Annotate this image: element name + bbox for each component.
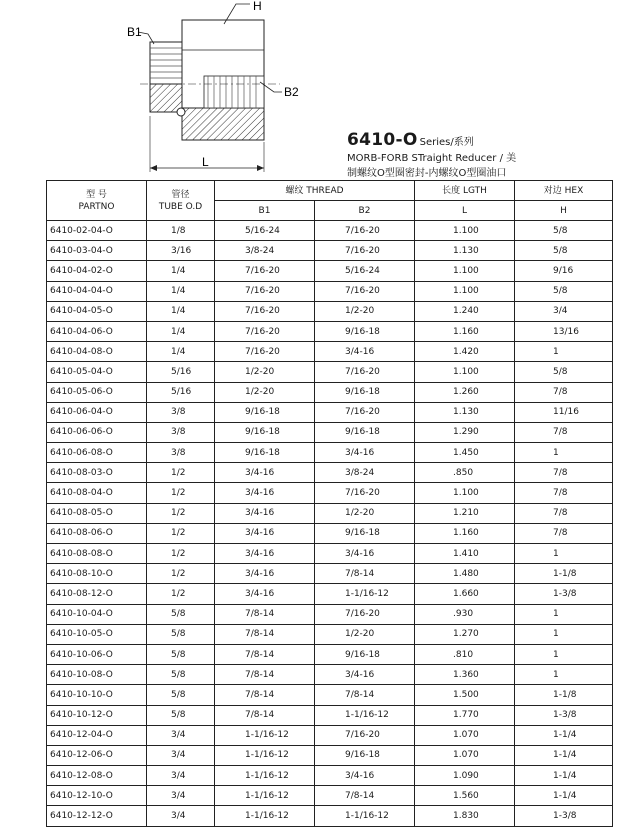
- length-cell: 1.100: [415, 362, 515, 382]
- header-tube-en: TUBE O.D: [158, 201, 203, 212]
- length-cell: 1.770: [415, 705, 515, 725]
- b1-cell: 1-1/16-12: [215, 725, 315, 745]
- part-no-cell: 6410-12-08-O: [47, 766, 147, 786]
- part-no-cell: 6410-04-06-O: [47, 321, 147, 341]
- hex-cell: 1: [515, 604, 613, 624]
- model-number: 6410-O: [347, 130, 418, 150]
- hex-cell: 3/4: [515, 301, 613, 321]
- title-block: [347, 130, 627, 180]
- part-no-cell: 6410-12-12-O: [47, 806, 147, 826]
- tube-cell: 1/2: [147, 564, 215, 584]
- length-cell: 1.500: [415, 685, 515, 705]
- table-row: [47, 342, 613, 362]
- length-cell: .850: [415, 463, 515, 483]
- b1-cell: 7/8-14: [215, 665, 315, 685]
- hex-cell: 1-3/8: [515, 705, 613, 725]
- hex-cell: 1: [515, 624, 613, 644]
- part-no-cell: 6410-02-04-O: [47, 221, 147, 241]
- b1-cell: 3/4-16: [215, 564, 315, 584]
- b2-cell: 9/16-18: [315, 523, 415, 543]
- length-cell: 1.100: [415, 261, 515, 281]
- b1-cell: 7/16-20: [215, 342, 315, 362]
- part-no-cell: 6410-04-02-O: [47, 261, 147, 281]
- b1-cell: 7/16-20: [215, 281, 315, 301]
- b1-cell: 7/16-20: [215, 321, 315, 341]
- hex-cell: 1: [515, 544, 613, 564]
- length-cell: 1.100: [415, 281, 515, 301]
- b1-cell: 1-1/16-12: [215, 786, 315, 806]
- b1-cell: 7/8-14: [215, 644, 315, 664]
- hex-cell: 5/8: [515, 362, 613, 382]
- part-no-cell: 6410-08-12-O: [47, 584, 147, 604]
- length-cell: 1.210: [415, 503, 515, 523]
- part-no-cell: 6410-08-03-O: [47, 463, 147, 483]
- b2-cell: 9/16-18: [315, 382, 415, 402]
- tube-cell: 1/4: [147, 281, 215, 301]
- part-no-cell: 6410-08-06-O: [47, 523, 147, 543]
- b2-cell: 3/4-16: [315, 443, 415, 463]
- header-b1: B1: [215, 201, 315, 221]
- length-cell: 1.130: [415, 402, 515, 422]
- table-row: [47, 281, 613, 301]
- b2-cell: 1/2-20: [315, 503, 415, 523]
- tube-cell: 3/16: [147, 241, 215, 261]
- table-row: [47, 665, 613, 685]
- tube-cell: 3/8: [147, 402, 215, 422]
- length-cell: 1.560: [415, 786, 515, 806]
- hex-cell: 1: [515, 644, 613, 664]
- fitting-drawing: [120, 0, 320, 178]
- length-cell: 1.160: [415, 523, 515, 543]
- b1-cell: 1-1/16-12: [215, 806, 315, 826]
- length-cell: 1.090: [415, 766, 515, 786]
- tube-cell: 1/2: [147, 483, 215, 503]
- b1-cell: 3/4-16: [215, 483, 315, 503]
- hex-cell: 9/16: [515, 261, 613, 281]
- table-row: [47, 523, 613, 543]
- length-cell: 1.480: [415, 564, 515, 584]
- table-row: [47, 402, 613, 422]
- length-cell: 1.160: [415, 321, 515, 341]
- b1-cell: 3/4-16: [215, 463, 315, 483]
- series-label: Series/系列: [419, 137, 474, 148]
- b2-cell: 3/4-16: [315, 342, 415, 362]
- hex-cell: 1-3/8: [515, 806, 613, 826]
- b1-cell: 3/8-24: [215, 241, 315, 261]
- part-no-cell: 6410-12-10-O: [47, 786, 147, 806]
- part-no-cell: 6410-10-06-O: [47, 644, 147, 664]
- table-row: [47, 463, 613, 483]
- b1-cell: 3/4-16: [215, 544, 315, 564]
- length-cell: 1.360: [415, 665, 515, 685]
- part-no-cell: 6410-03-04-O: [47, 241, 147, 261]
- table-row: [47, 806, 613, 826]
- part-no-cell: 6410-04-05-O: [47, 301, 147, 321]
- length-cell: 1.270: [415, 624, 515, 644]
- b1-cell: 7/8-14: [215, 624, 315, 644]
- table-row: [47, 362, 613, 382]
- b2-cell: 9/16-18: [315, 422, 415, 442]
- b2-cell: 7/16-20: [315, 281, 415, 301]
- hex-cell: 1-1/8: [515, 685, 613, 705]
- header-tube-cn: 管径: [171, 189, 190, 200]
- length-cell: 1.830: [415, 806, 515, 826]
- description-line-1: MORB-FORB STraight Reducer / 美: [347, 153, 517, 164]
- b2-cell: 7/8-14: [315, 786, 415, 806]
- table-row: [47, 745, 613, 765]
- tube-cell: 3/4: [147, 786, 215, 806]
- table-row: [47, 503, 613, 523]
- header-b2: B2: [315, 201, 415, 221]
- b1-cell: 5/16-24: [215, 221, 315, 241]
- table-row: [47, 584, 613, 604]
- length-cell: 1.420: [415, 342, 515, 362]
- b1-cell: 3/4-16: [215, 523, 315, 543]
- header-part-cn: 型 号: [86, 189, 107, 200]
- b1-cell: 7/8-14: [215, 604, 315, 624]
- length-cell: 1.290: [415, 422, 515, 442]
- hex-cell: 1-1/4: [515, 725, 613, 745]
- hex-cell: 5/8: [515, 241, 613, 261]
- header-tube: [147, 181, 215, 221]
- b2-cell: 3/4-16: [315, 665, 415, 685]
- tube-cell: 1/2: [147, 463, 215, 483]
- b2-cell: 7/8-14: [315, 685, 415, 705]
- table-row: [47, 301, 613, 321]
- length-cell: 1.240: [415, 301, 515, 321]
- hex-cell: 1: [515, 342, 613, 362]
- length-cell: 1.070: [415, 725, 515, 745]
- tube-cell: 3/8: [147, 422, 215, 442]
- header-thread: 螺纹 THREAD: [215, 181, 415, 201]
- table-row: [47, 705, 613, 725]
- hex-cell: 1-3/8: [515, 584, 613, 604]
- tube-cell: 3/4: [147, 725, 215, 745]
- hex-cell: 7/8: [515, 523, 613, 543]
- table-row: [47, 422, 613, 442]
- table-row: [47, 443, 613, 463]
- length-cell: .930: [415, 604, 515, 624]
- label-b2: B2: [284, 85, 299, 99]
- hex-cell: 1-1/8: [515, 564, 613, 584]
- table-row: [47, 725, 613, 745]
- part-no-cell: 6410-08-05-O: [47, 503, 147, 523]
- part-no-cell: 6410-10-04-O: [47, 604, 147, 624]
- header-l: L: [415, 201, 515, 221]
- b2-cell: 1/2-20: [315, 301, 415, 321]
- header-length: 长度 LGTH: [415, 181, 515, 201]
- b2-cell: 9/16-18: [315, 321, 415, 341]
- b2-cell: 5/16-24: [315, 261, 415, 281]
- b2-cell: 7/16-20: [315, 402, 415, 422]
- b1-cell: 1/2-20: [215, 362, 315, 382]
- b2-cell: 9/16-18: [315, 644, 415, 664]
- label-h: H: [253, 0, 262, 13]
- hex-cell: 1: [515, 443, 613, 463]
- header-part-en: PARTNO: [78, 201, 115, 212]
- part-no-cell: 6410-05-06-O: [47, 382, 147, 402]
- part-no-cell: 6410-12-04-O: [47, 725, 147, 745]
- tube-cell: 3/4: [147, 766, 215, 786]
- b2-cell: 7/16-20: [315, 483, 415, 503]
- part-no-cell: 6410-06-08-O: [47, 443, 147, 463]
- tube-cell: 3/4: [147, 806, 215, 826]
- tube-cell: 3/4: [147, 745, 215, 765]
- hex-cell: 7/8: [515, 422, 613, 442]
- hex-cell: 1-1/4: [515, 766, 613, 786]
- tube-cell: 1/8: [147, 221, 215, 241]
- b1-cell: 3/4-16: [215, 503, 315, 523]
- tube-cell: 5/8: [147, 665, 215, 685]
- hex-cell: 1: [515, 665, 613, 685]
- b2-cell: 7/8-14: [315, 564, 415, 584]
- hex-cell: 7/8: [515, 382, 613, 402]
- tube-cell: 5/8: [147, 705, 215, 725]
- tube-cell: 5/16: [147, 382, 215, 402]
- part-no-cell: 6410-06-04-O: [47, 402, 147, 422]
- hex-cell: 5/8: [515, 281, 613, 301]
- hex-cell: 11/16: [515, 402, 613, 422]
- b2-cell: 9/16-18: [315, 745, 415, 765]
- part-no-cell: 6410-06-06-O: [47, 422, 147, 442]
- hex-cell: 1-1/4: [515, 745, 613, 765]
- table-row: [47, 483, 613, 503]
- tube-cell: 1/2: [147, 544, 215, 564]
- b2-cell: 1-1/16-12: [315, 705, 415, 725]
- part-no-cell: 6410-08-10-O: [47, 564, 147, 584]
- table-row: [47, 241, 613, 261]
- hex-cell: 7/8: [515, 503, 613, 523]
- table-row: [47, 221, 613, 241]
- tube-cell: 5/8: [147, 644, 215, 664]
- label-l: L: [202, 155, 209, 169]
- b2-cell: 7/16-20: [315, 362, 415, 382]
- tube-cell: 3/8: [147, 443, 215, 463]
- tube-cell: 1/4: [147, 301, 215, 321]
- b1-cell: 3/4-16: [215, 584, 315, 604]
- part-no-cell: 6410-10-10-O: [47, 685, 147, 705]
- b2-cell: 3/8-24: [315, 463, 415, 483]
- b2-cell: 3/4-16: [315, 544, 415, 564]
- length-cell: 1.260: [415, 382, 515, 402]
- b1-cell: 9/16-18: [215, 402, 315, 422]
- b2-cell: 7/16-20: [315, 241, 415, 261]
- table-row: [47, 624, 613, 644]
- table-row: [47, 382, 613, 402]
- description-line-2: 制螺纹O型圈密封-内螺纹O型圈油口: [347, 168, 507, 179]
- hex-cell: 5/8: [515, 221, 613, 241]
- tube-cell: 1/2: [147, 523, 215, 543]
- label-b1: B1: [127, 25, 142, 39]
- table-row: [47, 786, 613, 806]
- table-row: [47, 766, 613, 786]
- b1-cell: 1/2-20: [215, 382, 315, 402]
- table-row: [47, 564, 613, 584]
- part-no-cell: 6410-10-05-O: [47, 624, 147, 644]
- part-no-cell: 6410-08-08-O: [47, 544, 147, 564]
- table-row: [47, 321, 613, 341]
- part-no-cell: 6410-04-04-O: [47, 281, 147, 301]
- table-row: [47, 604, 613, 624]
- part-no-cell: 6410-04-08-O: [47, 342, 147, 362]
- hex-cell: 13/16: [515, 321, 613, 341]
- b2-cell: 1/2-20: [315, 624, 415, 644]
- tube-cell: 5/16: [147, 362, 215, 382]
- b2-cell: 3/4-16: [315, 766, 415, 786]
- tube-cell: 1/4: [147, 261, 215, 281]
- b1-cell: 1-1/16-12: [215, 766, 315, 786]
- length-cell: 1.410: [415, 544, 515, 564]
- hex-cell: 1-1/4: [515, 786, 613, 806]
- length-cell: 1.100: [415, 483, 515, 503]
- b1-cell: 9/16-18: [215, 422, 315, 442]
- b2-cell: 1-1/16-12: [315, 584, 415, 604]
- table-row: [47, 261, 613, 281]
- tube-cell: 5/8: [147, 604, 215, 624]
- table-row: [47, 544, 613, 564]
- length-cell: .810: [415, 644, 515, 664]
- tube-cell: 1/4: [147, 321, 215, 341]
- header-h: H: [515, 201, 613, 221]
- spec-table: [46, 180, 613, 827]
- b2-cell: 7/16-20: [315, 604, 415, 624]
- b2-cell: 7/16-20: [315, 221, 415, 241]
- b2-cell: 1-1/16-12: [315, 806, 415, 826]
- part-no-cell: 6410-08-04-O: [47, 483, 147, 503]
- tube-cell: 1/2: [147, 584, 215, 604]
- table-row: [47, 644, 613, 664]
- part-no-cell: 6410-05-04-O: [47, 362, 147, 382]
- header-hex: 对边 HEX: [515, 181, 613, 201]
- length-cell: 1.660: [415, 584, 515, 604]
- spec-table-body: [47, 221, 613, 827]
- tube-cell: 1/4: [147, 342, 215, 362]
- part-no-cell: 6410-10-12-O: [47, 705, 147, 725]
- part-no-cell: 6410-10-08-O: [47, 665, 147, 685]
- tube-cell: 5/8: [147, 685, 215, 705]
- b1-cell: 1-1/16-12: [215, 745, 315, 765]
- b1-cell: 9/16-18: [215, 443, 315, 463]
- hex-cell: 7/8: [515, 463, 613, 483]
- b1-cell: 7/16-20: [215, 261, 315, 281]
- header-part-no: [47, 181, 147, 221]
- length-cell: 1.450: [415, 443, 515, 463]
- tube-cell: 5/8: [147, 624, 215, 644]
- b1-cell: 7/8-14: [215, 705, 315, 725]
- b2-cell: 7/16-20: [315, 725, 415, 745]
- title-line: [347, 130, 627, 150]
- b1-cell: 7/16-20: [215, 301, 315, 321]
- tube-cell: 1/2: [147, 503, 215, 523]
- table-row: [47, 685, 613, 705]
- length-cell: 1.100: [415, 221, 515, 241]
- length-cell: 1.130: [415, 241, 515, 261]
- part-no-cell: 6410-12-06-O: [47, 745, 147, 765]
- length-cell: 1.070: [415, 745, 515, 765]
- hex-cell: 7/8: [515, 483, 613, 503]
- o-ring-symbol: [177, 108, 185, 116]
- b1-cell: 7/8-14: [215, 685, 315, 705]
